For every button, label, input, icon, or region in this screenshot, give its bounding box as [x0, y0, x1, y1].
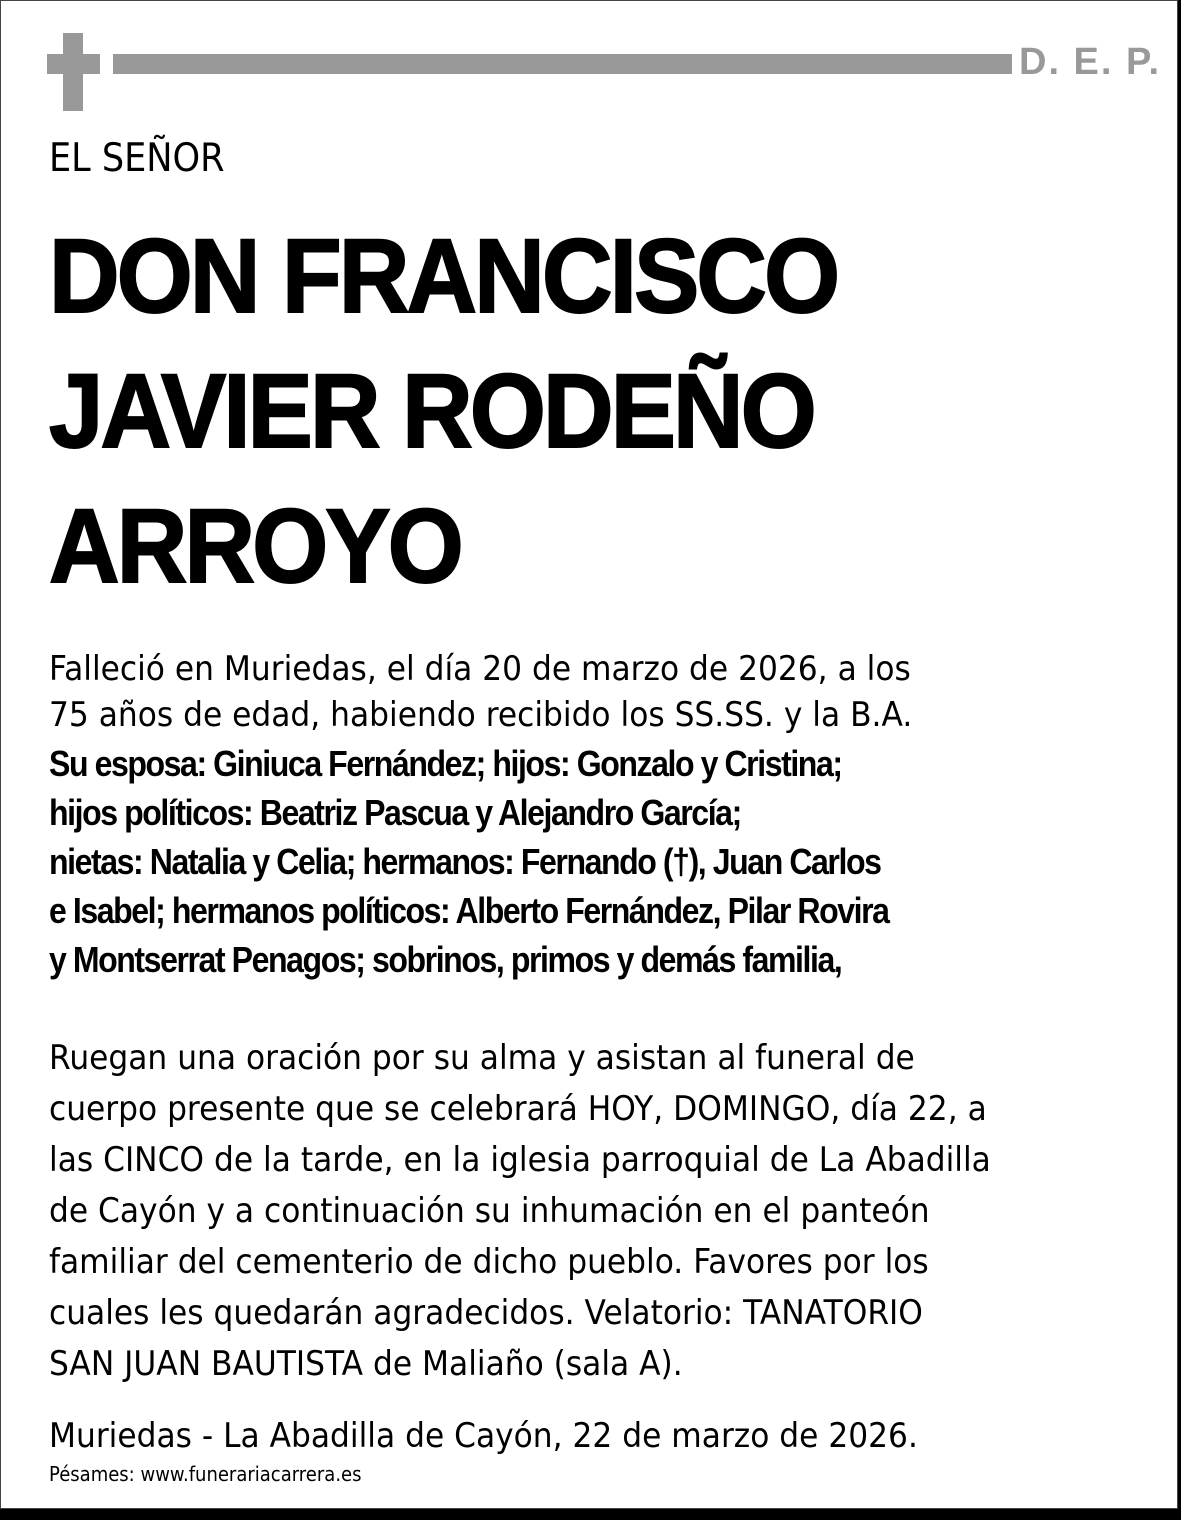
text-line: y Montserrat Penagos; sobrinos, primos y demás familia,	[49, 939, 842, 980]
text-line: Ruegan una oración por su alma y asistan al funeral de	[49, 1038, 915, 1078]
honorific: EL SEÑOR	[49, 136, 225, 181]
death-details	[49, 646, 1061, 738]
name-line: ARROYO	[49, 488, 461, 605]
text-line: de Cayón y a continuación su inhumación en el panteón	[49, 1191, 930, 1231]
cross-icon-bar	[47, 54, 100, 74]
text-line: cuerpo presente que se celebrará HOY, DOMINGO, día 22, a	[49, 1089, 987, 1129]
text-line: familiar del cementerio de dicho pueblo. Favores por los	[49, 1242, 929, 1282]
text-line: SAN JUAN BAUTISTA de Maliaño (sala A).	[49, 1344, 683, 1384]
text-line: cuales les quedarán agradecidos. Velatorio: TANATORIO	[49, 1293, 923, 1333]
name-line: DON FRANCISCO	[49, 218, 838, 335]
place-date: Muriedas - La Abadilla de Cayón, 22 de marzo de 2026.	[49, 1416, 918, 1456]
dep-label: D. E. P.	[1019, 41, 1162, 83]
text-line: e Isabel; hermanos políticos: Alberto Fernández, Pilar Rovira	[49, 890, 889, 931]
header-rule	[113, 54, 1012, 74]
family-list	[49, 739, 1135, 984]
funeral-details	[49, 1033, 1135, 1390]
text-line: nietas: Natalia y Celia; hermanos: Fernando (†), Juan Carlos	[49, 841, 881, 882]
text-line: 75 años de edad, habiendo recibido los SS.SS. y la B.A.	[49, 695, 913, 735]
text-line: Falleció en Muriedas, el día 20 de marzo de 2026, a los	[49, 649, 911, 689]
deceased-name	[49, 209, 1119, 614]
text-line: las CINCO de la tarde, en la iglesia parroquial de La Abadilla	[49, 1140, 991, 1180]
text-line: Su esposa: Giniuca Fernández; hijos: Gonzalo y Cristina;	[49, 743, 842, 784]
name-line: JAVIER RODEÑO	[49, 353, 814, 470]
condolences-link[interactable]: Pésames: www.funerariacarrera.es	[49, 1462, 362, 1486]
text-line: hijos políticos: Beatriz Pascua y Alejandro García;	[49, 792, 741, 833]
